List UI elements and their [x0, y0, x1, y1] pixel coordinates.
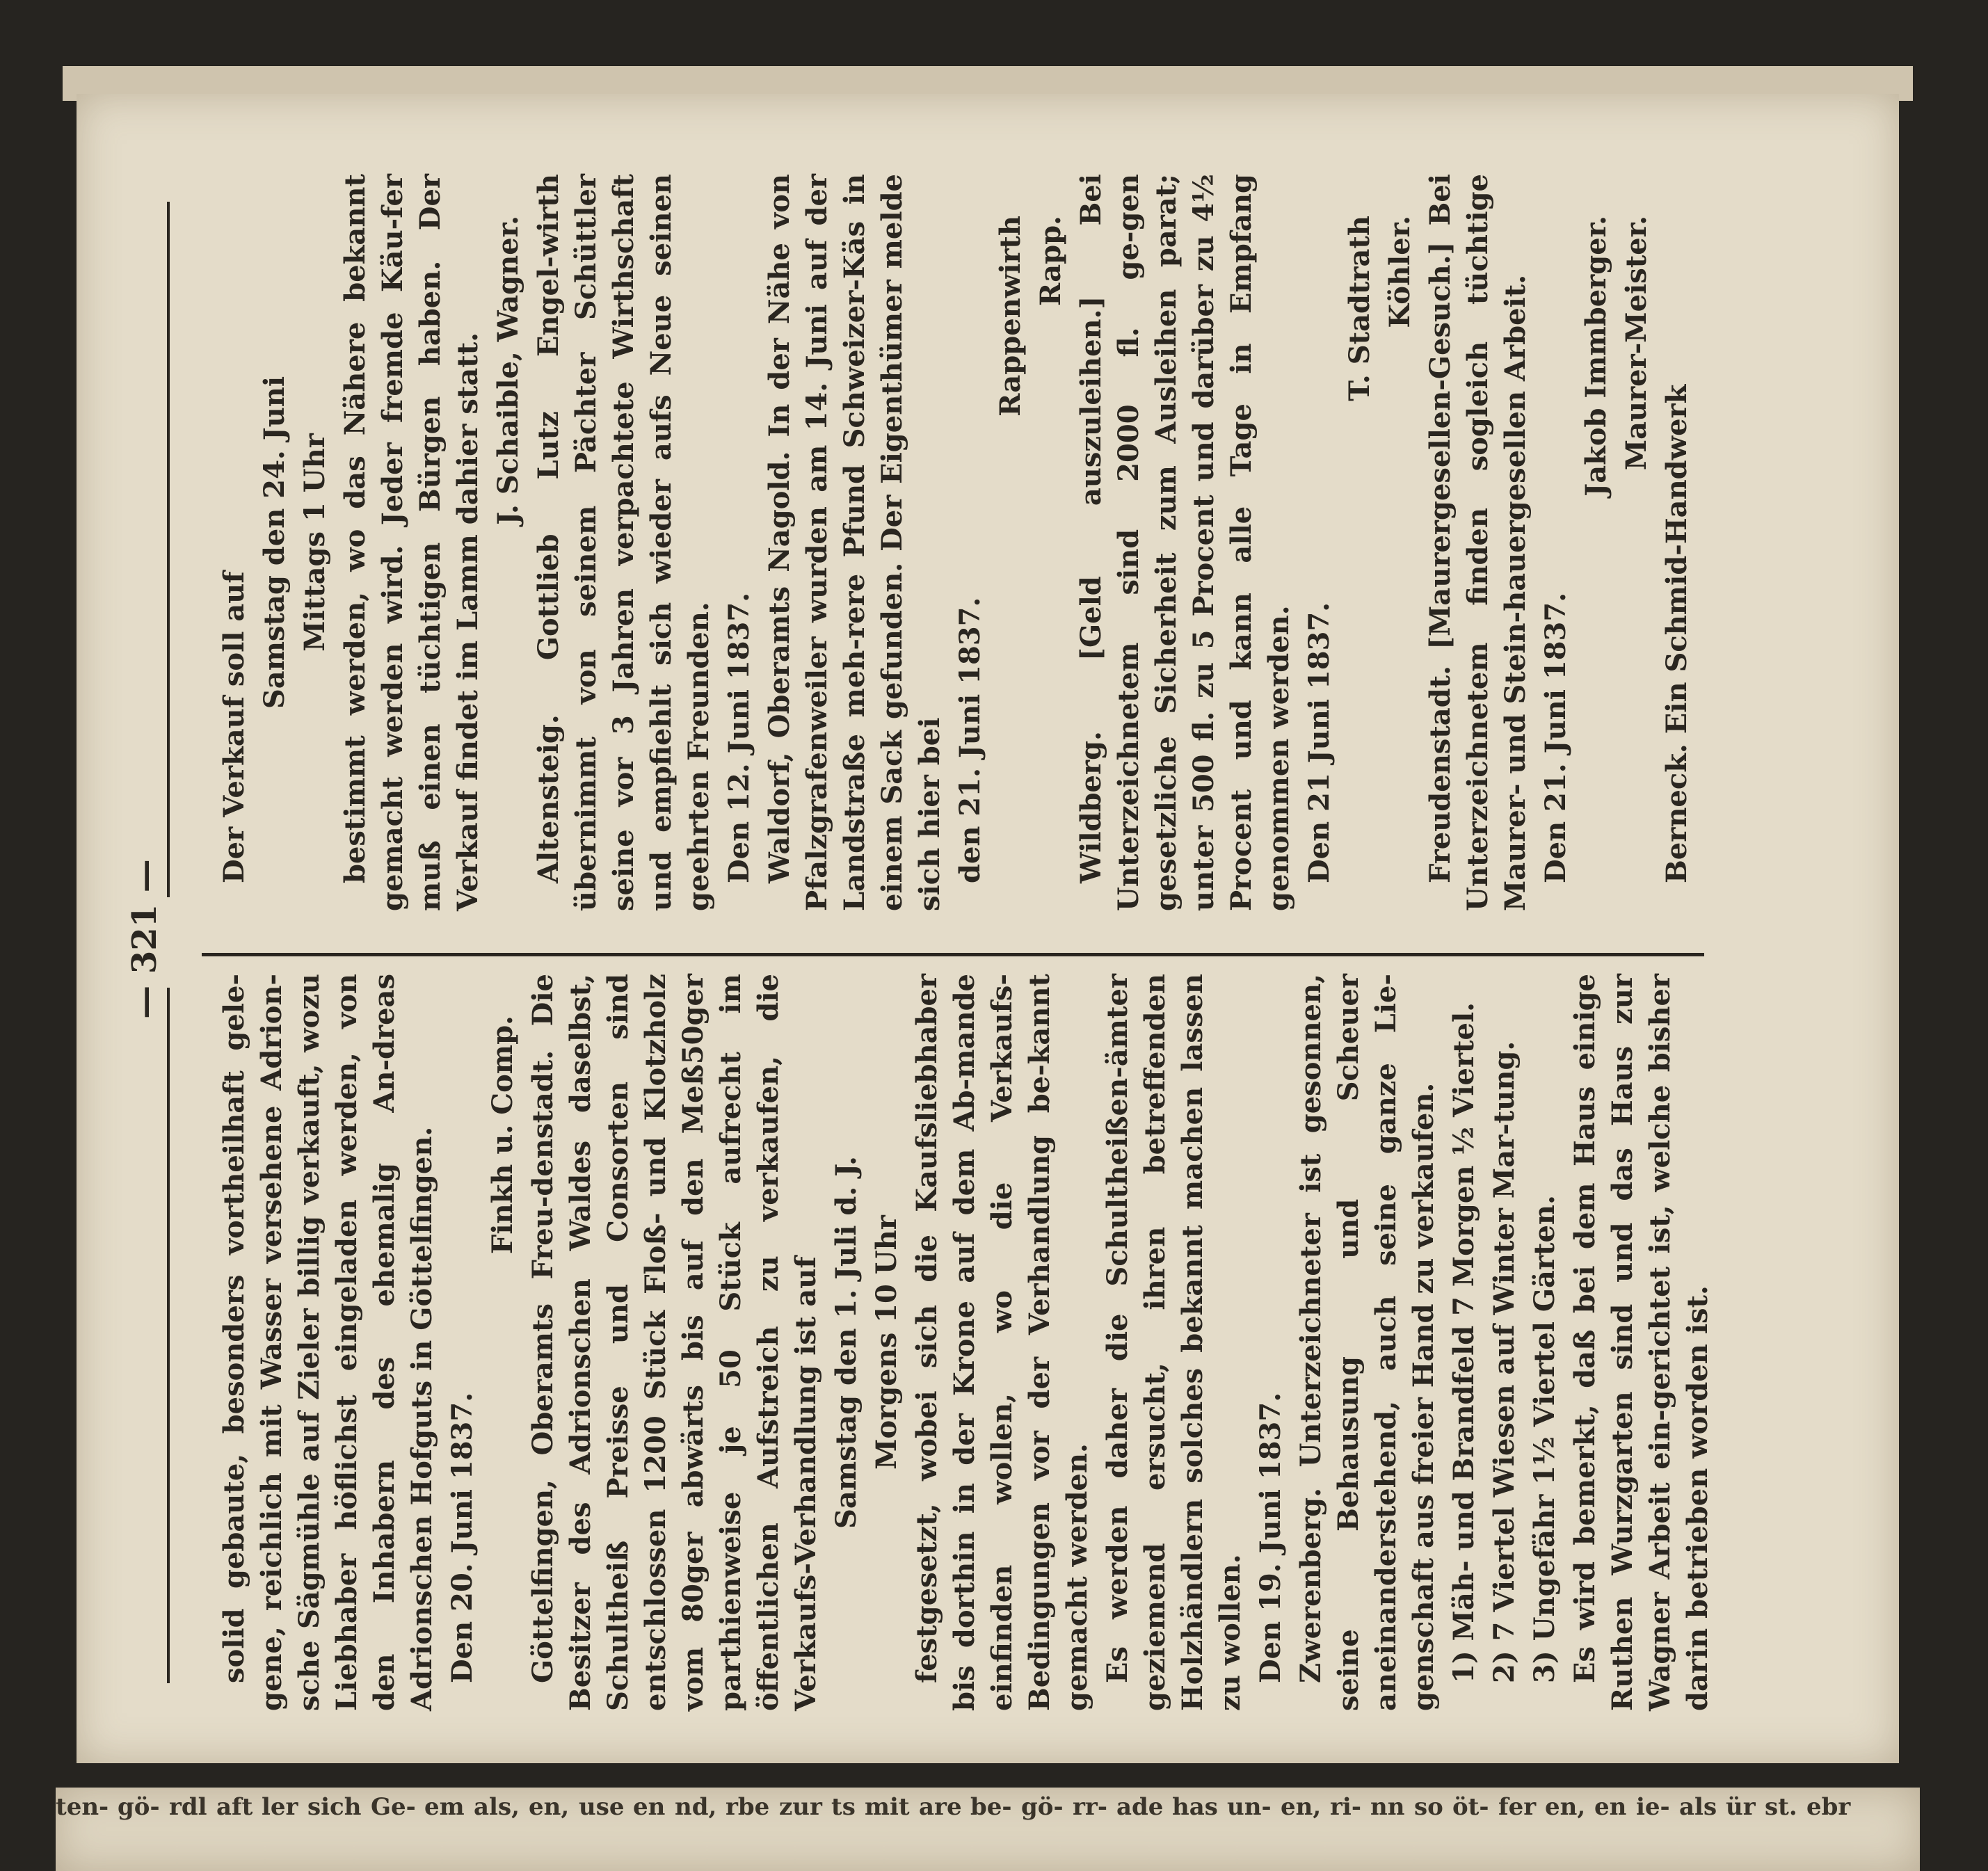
- verkauf-date: Samstag den 24. Juni: [258, 376, 291, 709]
- column-divider: [202, 953, 1704, 956]
- facing-page-fragment: mit: [864, 1793, 910, 1821]
- wildberg-signature-name: Köhler.: [1384, 216, 1416, 328]
- waldorf-notice: Waldorf, Oberamts Nagold. In der Nähe von Pfalzgrafenweiler wurden am 14. Juni auf der Landstraße meh-rere Pfund Schweizer-Käs in einem Sack gefunden. Der Eigenthümer melde sich hier bei: [763, 174, 946, 911]
- facing-page-fragment: be-: [970, 1793, 1012, 1821]
- facing-page-fragment: are: [918, 1793, 962, 1821]
- opening-signature: Finkh u. Comp.: [486, 1015, 519, 1255]
- header-rule-right: [167, 202, 170, 897]
- facing-page-fragment: en: [1594, 1793, 1627, 1821]
- facing-page-fragment: öt-: [1452, 1793, 1489, 1821]
- facing-page-fragment: ebr: [1806, 1793, 1850, 1821]
- list-item: 2) 7 Viertel Wiesen auf Winter Mar-tung.: [1488, 1041, 1521, 1683]
- facing-page-fragment: en,: [1281, 1793, 1322, 1821]
- zwerenberg-notice: Zwerenberg. Unterzeichneter ist gesonnen, seine Behausung und Scheuer aneinanderstehend, auch seine ganze Lie-genschaft aus freier Hand zu verkaufen.: [1294, 974, 1440, 1711]
- right-column: [216, 174, 1871, 911]
- waldorf-signature-name: Rapp.: [1034, 216, 1067, 306]
- goettelfingen-date: Samstag den 1. Juli d. J.: [830, 1156, 863, 1529]
- facing-page-fragment: sich: [307, 1793, 362, 1821]
- goettelfingen-time: Morgens 10 Uhr: [870, 1215, 903, 1470]
- freudenstadt-date: Den 21. Juni 1837.: [1539, 592, 1572, 883]
- header-rule-left: [167, 988, 170, 1683]
- facing-page-fragment: als,: [474, 1793, 520, 1821]
- facing-page-fragment: ür: [1725, 1793, 1756, 1821]
- rotated-page-content: [97, 111, 1864, 1767]
- facing-page-fragment: rbe: [726, 1793, 770, 1821]
- list-item: 1) Mäh- und Brandfeld 7 Morgen ½ Viertel.: [1448, 1002, 1480, 1683]
- facing-page-fragment: en,: [1545, 1793, 1586, 1821]
- facing-page-fragment: aft: [216, 1793, 253, 1821]
- left-column: [216, 974, 1871, 1711]
- goettelfingen-notice: Göttelfingen, Oberamts Freu-denstadt. Die Besitzer des Adrionschen Waldes daselbst, Schultheiß Preisse und Consorten sind entschlossen 1200 Stück Floß- und Klotzholz vom 80ger abwärts bis auf den Meß50ger parthienweise je 50 Stück aufrecht im öffentlichen Aufstreich zu verkaufen, die Verkaufs-Verhandlung ist auf: [527, 974, 822, 1711]
- verkauf-continued: bestimmt werden, wo das Nähere bekannt gemacht werden wird. Jeder fremde Käu-fer muß einen tüchtigen Bürgen haben. Der Verkauf findet im Lamm dahier statt.: [339, 174, 484, 911]
- verkauf-notice: Der Verkauf soll auf: [218, 571, 250, 883]
- facing-page-fragment: gö-: [118, 1793, 160, 1821]
- facing-page-fragment: als: [1678, 1793, 1717, 1821]
- facing-page-fragment: rdl: [169, 1793, 207, 1821]
- goettelfingen-request: Es werden daher die Schultheißen-ämter geziemend ersucht, ihren betreffenden Holzhändlern solches bekannt machen lassen zu wollen.: [1101, 974, 1246, 1711]
- waldorf-signature-title: Rappenwirth: [994, 216, 1027, 417]
- facing-page-fragment: un-: [1227, 1793, 1272, 1821]
- goettelfingen-date2: Den 19. Juni 1837.: [1254, 1392, 1287, 1683]
- verkauf-signature: J. Schaible, Wagner.: [492, 216, 524, 525]
- facing-page-fragment: en: [633, 1793, 666, 1821]
- closing-paragraph: Es wird bemerkt, daß bei dem Haus einige Ruthen Wurzgarten sind und das Haus zur Wagner Arbeit ein-gerichtet ist, welche bisher darin betrieben worden ist.: [1569, 974, 1714, 1711]
- wildberg-date: Den 21 Juni 1837.: [1303, 602, 1336, 883]
- facing-page-fragment: st.: [1764, 1793, 1797, 1821]
- page-number: — 321 —: [125, 859, 164, 1019]
- altensteig-notice: Altensteig. Gottlieb Lutz Engel-wirth übernimmt von seinem Pächter Schüttler seine vor 3 Jahren verpachtete Wirthschaft und empfiehlt sich wieder aufs Neue seinen geehrten Freunden.: [532, 174, 715, 911]
- facing-page-fragment: nd,: [674, 1793, 717, 1821]
- wildberg-notice: Wildberg. [Geld auszuleihen.] Bei Unterzeichnetem sind 2000 fl. ge-gen gesetzliche Sicherheit zum Ausleihen parat; unter 500 fl. zu 5 Procent und darüber zu 4½ Procent und kann alle Tage in Empfang genommen werden.: [1075, 174, 1295, 911]
- facing-page-fragment: en,: [529, 1793, 570, 1821]
- freudenstadt-signature-title: Maurer-Meister.: [1620, 216, 1653, 471]
- freudenstadt-signature-name: Jakob Immberger.: [1580, 216, 1612, 497]
- facing-page-fragment: use: [578, 1793, 625, 1821]
- verkauf-time: Mittags 1 Uhr: [298, 433, 331, 652]
- facing-page-fragment: ri-: [1330, 1793, 1362, 1821]
- list-item: 3) Ungefähr 1½ Viertel Gärten.: [1528, 1195, 1561, 1683]
- facing-page-fragment: ler: [262, 1793, 298, 1821]
- facing-page-fragment: rr-: [1072, 1793, 1107, 1821]
- facing-page-fragment: so: [1414, 1793, 1443, 1821]
- facing-page-fragment: Ge-: [370, 1793, 416, 1821]
- facing-page-fragment: ten-: [56, 1793, 109, 1821]
- facing-page-fragment: ts: [831, 1793, 856, 1821]
- facing-page-fragment: has: [1172, 1793, 1219, 1821]
- facing-page-fragment: fer: [1498, 1793, 1536, 1821]
- waldorf-date: den 21. Juni 1837.: [954, 597, 986, 883]
- facing-page-fragment: zur: [778, 1793, 822, 1821]
- opening-paragraph: solid gebaute, besonders vortheilhaft gele-gene, reichlich mit Wasser versehene Adrion-sche Sägmühle auf Zieler billig verkauft, wozu Liebhaber höflichst eingeladen werden, von den Inhabern des ehemalig An-dreas Adrionschen Hofguts in Göttelfingen.: [218, 974, 438, 1711]
- altensteig-date: Den 12. Juni 1837.: [723, 592, 755, 883]
- freudenstadt-notice: Freudenstadt. [Maurergesellen-Gesuch.] Bei Unterzeichnetem finden sogleich tüchtige Maurer- und Stein-hauergesellen Arbeit.: [1424, 174, 1532, 911]
- facing-page-text: [56, 1789, 1850, 1858]
- facing-page-fragment: ie-: [1635, 1793, 1670, 1821]
- facing-page-fragment: em: [424, 1793, 465, 1821]
- facing-page-fragment: gö-: [1020, 1793, 1064, 1821]
- opening-date: Den 20. Juni 1837.: [446, 1392, 479, 1683]
- wildberg-signature-title: T. Stadtrath: [1343, 216, 1376, 401]
- goettelfingen-continued: festgesetzt, wobei sich die Kaufsliebhaber bis dorthin in der Krone auf dem Ab-mande einfinden wollen, wo die Verkaufs-Bedingungen vor der Verhandlung be-kannt gemacht werden.: [911, 974, 1093, 1711]
- berneck-notice: Berneck. Ein Schmid-Handwerk: [1660, 384, 1693, 883]
- facing-page-fragment: ade: [1116, 1793, 1164, 1821]
- facing-page-fragment: nn: [1370, 1793, 1405, 1821]
